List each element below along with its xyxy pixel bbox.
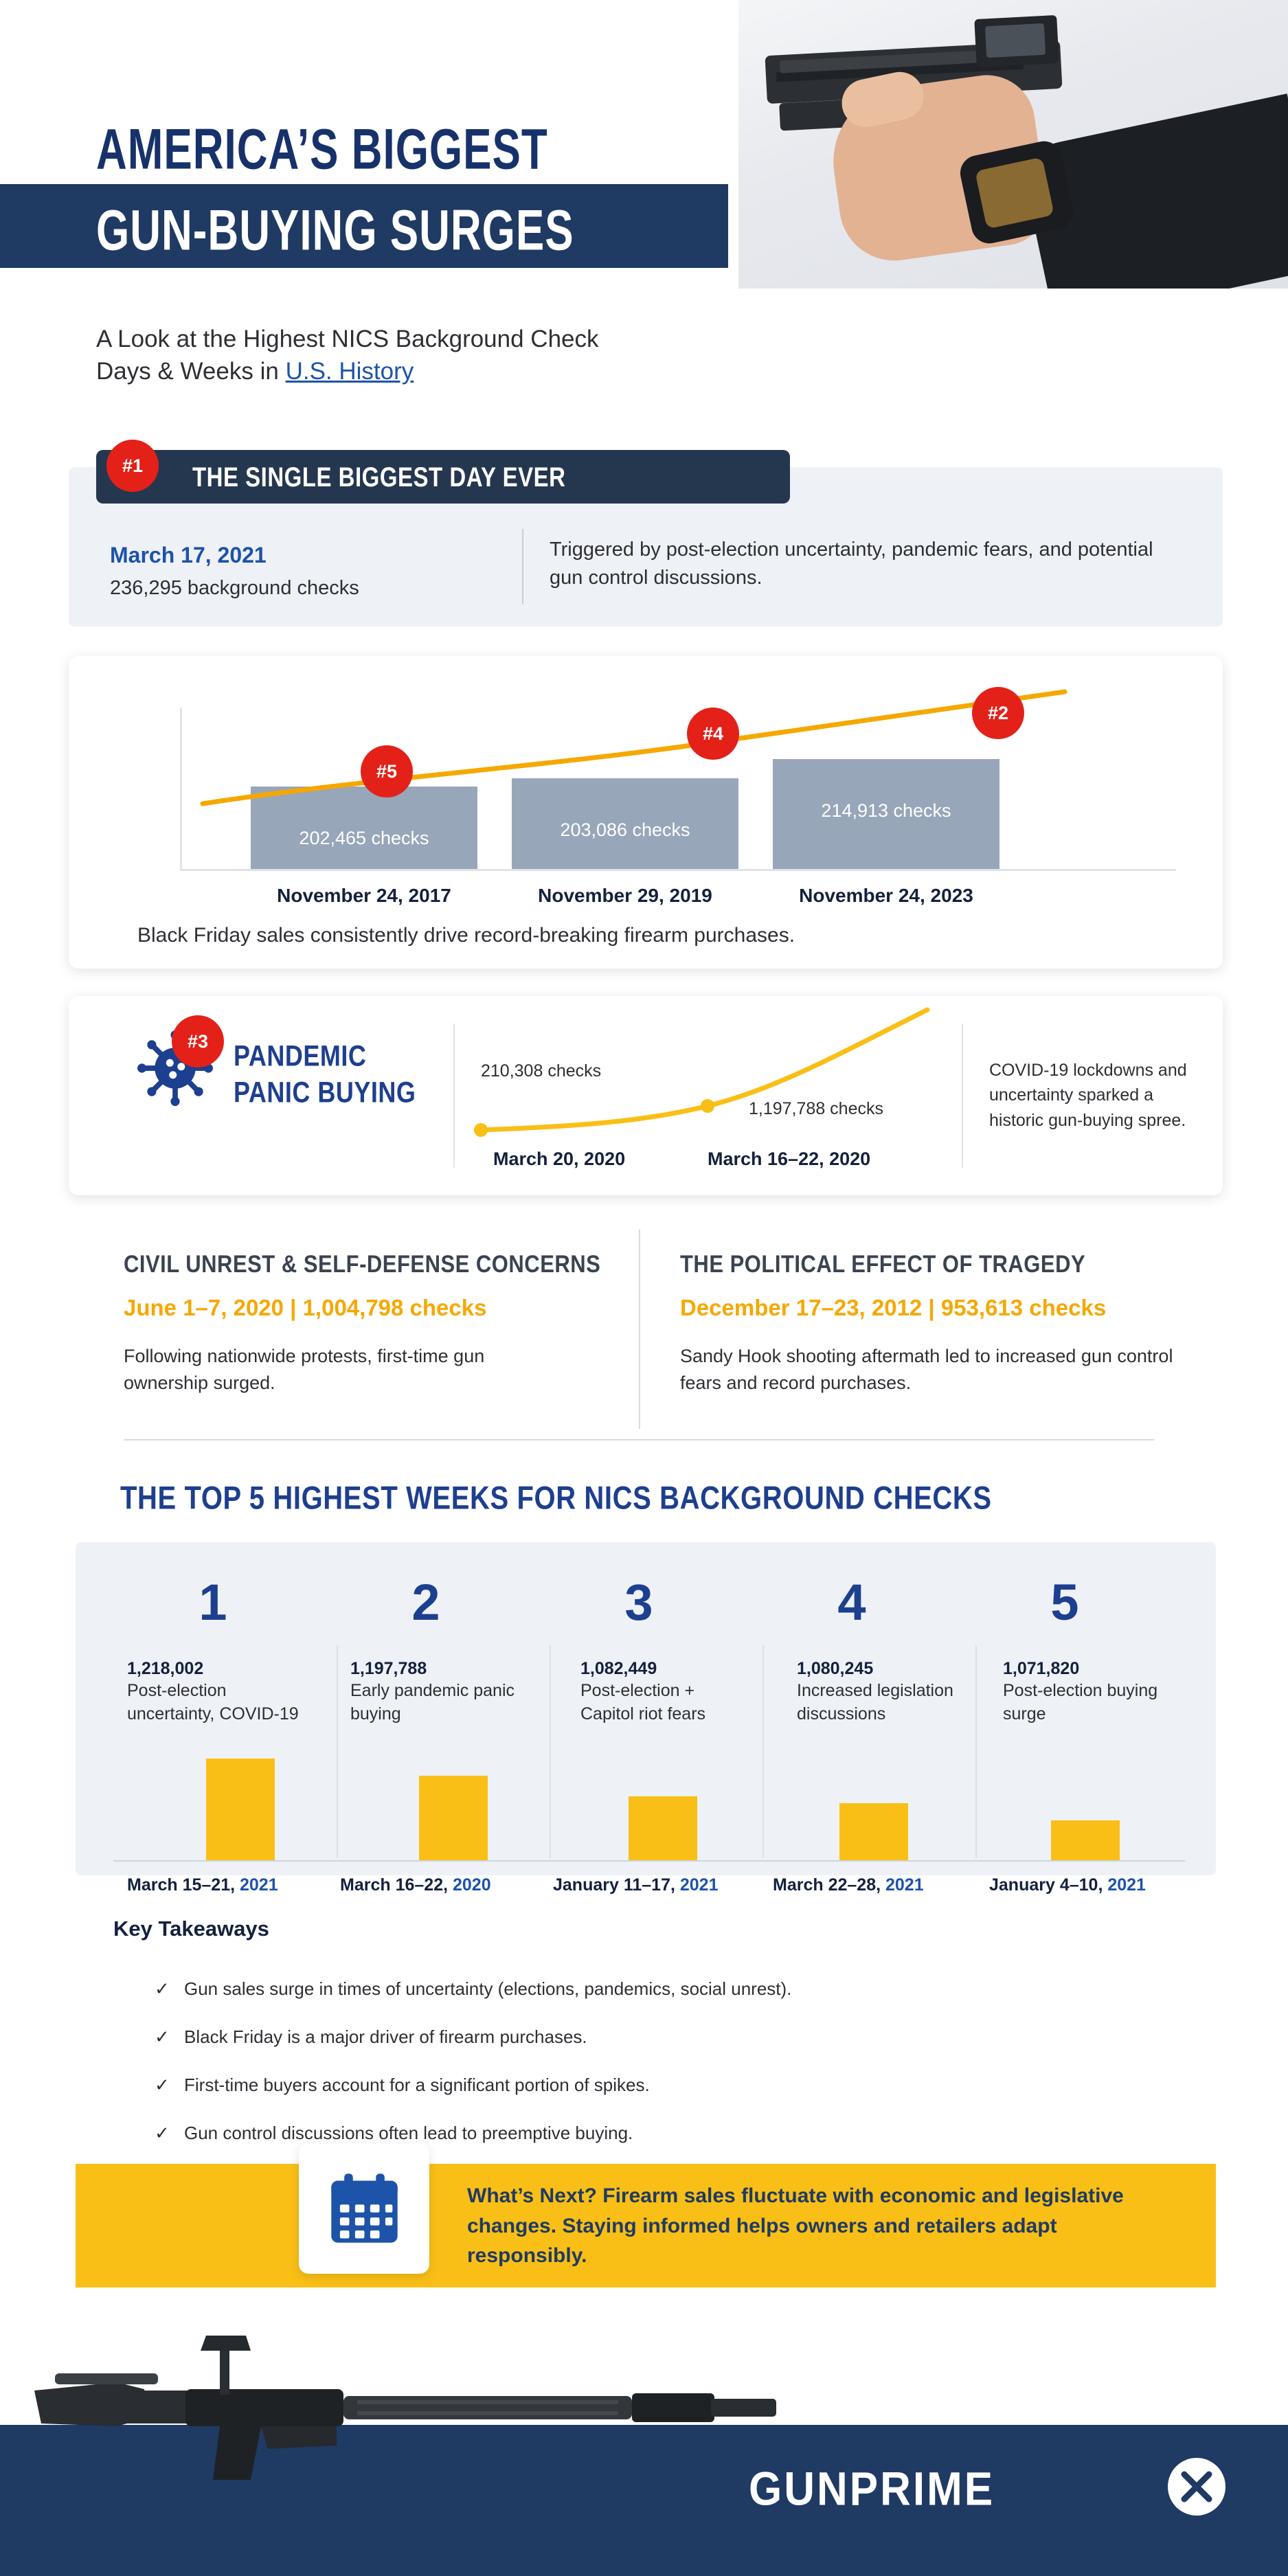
key-takeaway-item-4: Gun control discussions often lead to preemptive buying. <box>184 2123 633 2143</box>
biggest-day-checks: 236,295 background checks <box>110 577 359 599</box>
top5-col-divider-3 <box>762 1645 764 1858</box>
key-takeaways-title: Key Takeaways <box>113 1917 269 1941</box>
top5-date-5 <box>989 1875 1146 1895</box>
rifle-photo <box>14 2308 804 2535</box>
two-column-divider <box>639 1230 640 1429</box>
black-friday-bar-label-2: 214,913 checks <box>821 800 951 821</box>
top5-axis <box>113 1860 1185 1862</box>
top5-date-4 <box>773 1875 924 1895</box>
pandemic-title <box>234 1037 416 1110</box>
check-icon-2: ✓ <box>155 2026 170 2047</box>
top5-value-5: 1,071,820 <box>1003 1659 1080 1678</box>
top5-date-2 <box>340 1875 491 1895</box>
check-icon-4: ✓ <box>155 2123 170 2143</box>
check-icon-1: ✓ <box>155 1978 170 1999</box>
top5-value-2: 1,197,788 <box>350 1659 427 1678</box>
top5-bar-1 <box>206 1759 275 1860</box>
pandemic-description: COVID-19 lockdowns and uncertainty sparked a historic gun-buying spree. <box>989 1061 1187 1130</box>
top5-desc-5: Post-election buying surge <box>1003 1681 1158 1724</box>
brand-wordmark: GUNPRIME <box>749 2463 995 2516</box>
top5-bar-2 <box>419 1776 488 1860</box>
x-mark-icon <box>1177 2467 1216 2506</box>
top5-heading: THE TOP 5 HIGHEST WEEKS FOR NICS BACKGROUND CHECKS <box>120 1480 992 1516</box>
biggest-day-divider <box>522 529 523 605</box>
calendar-icon <box>328 2171 400 2246</box>
top5-desc-1: Post-election uncertainty, COVID-19 <box>127 1681 299 1724</box>
biggest-day-date: March 17, 2021 <box>110 543 267 567</box>
black-friday-xlabel-1: November 29, 2019 <box>538 885 712 906</box>
rank-badge-2: #2 <box>972 687 1024 739</box>
top5-date-4-year: 2021 <box>885 1875 924 1895</box>
biggest-day-description: Triggered by post-election uncertainty, pandemic fears, and potential gun control discussions. <box>550 539 1153 589</box>
optic-glass-shape <box>985 23 1046 58</box>
top5-date-3-year: 2021 <box>679 1875 719 1895</box>
top5-col-divider-4 <box>975 1645 977 1858</box>
top5-date-3 <box>553 1875 719 1895</box>
top5-value-1: 1,218,002 <box>127 1659 204 1678</box>
top5-desc-4: Increased legislation discussions <box>797 1681 953 1724</box>
pandemic-value-label-left: 210,308 checks <box>481 1061 602 1081</box>
page-subtitle <box>96 323 866 388</box>
black-friday-xlabel-0: November 24, 2017 <box>277 885 451 906</box>
top5-bar-5 <box>1051 1820 1120 1860</box>
section-divider-rule <box>124 1439 1154 1440</box>
key-takeaway-item-3: First-time buyers account for a significant portion of spikes. <box>184 2075 650 2095</box>
hero-section <box>0 0 1288 316</box>
pistol-photo <box>738 0 1288 289</box>
subtitle-line1: A Look at the Highest NICS Background Check <box>96 326 599 352</box>
rank-badge-1: #1 <box>106 440 159 492</box>
top5-date-5-year: 2021 <box>1107 1875 1146 1895</box>
top5-bar-4 <box>839 1803 908 1860</box>
top5-rank-3: 3 <box>624 1574 653 1631</box>
top5-date-2-year: 2020 <box>453 1875 491 1895</box>
subtitle-line2-prefix: Days & Weeks in <box>96 358 286 385</box>
top5-date-5-prefix: January 4–10, <box>989 1875 1108 1895</box>
top5-date-1-year: 2021 <box>240 1875 278 1895</box>
subtitle-link[interactable]: U.S. History <box>285 358 414 385</box>
civil-unrest-title: CIVIL UNREST & SELF-DEFENSE CONCERNS <box>124 1250 601 1278</box>
pandemic-xlabel-left: March 20, 2020 <box>493 1149 626 1169</box>
political-tragedy-stat: December 17–23, 2012 | 953,613 checks <box>680 1295 1107 1320</box>
rank-badge-3: #3 <box>172 1015 224 1067</box>
pandemic-title-line2: PANIC BUYING <box>234 1075 416 1109</box>
key-takeaway-item-1: Gun sales surge in times of uncertainty (elections, pandemics, social unrest). <box>184 1978 792 1999</box>
top5-bar-3 <box>629 1796 697 1860</box>
page-title-line2: GUN-BUYING SURGES <box>96 199 574 263</box>
key-takeaway-item-2: Black Friday is a major driver of firearm purchases. <box>184 2026 587 2047</box>
pandemic-line-chart <box>453 996 975 1175</box>
top5-rank-2: 2 <box>411 1574 440 1631</box>
top5-col-divider-2 <box>550 1645 551 1858</box>
pandemic-value-label-right: 1,197,788 checks <box>749 1099 883 1118</box>
top5-desc-3: Post-election + Capitol riot fears <box>580 1681 706 1724</box>
top5-col-divider-1 <box>337 1645 338 1858</box>
top5-rank-4: 4 <box>837 1574 866 1631</box>
top5-date-1 <box>127 1875 278 1895</box>
political-tragedy-description: Sandy Hook shooting aftermath led to increased gun control fears and record purchases. <box>680 1346 1173 1394</box>
top5-value-3: 1,082,449 <box>580 1659 657 1678</box>
top5-rank-1: 1 <box>199 1574 227 1631</box>
top5-value-4: 1,080,245 <box>797 1659 874 1678</box>
top5-date-2-prefix: March 16–22, <box>340 1875 453 1895</box>
top5-date-3-prefix: January 11–17, <box>553 1875 680 1895</box>
pandemic-xlabel-right: March 16–22, 2020 <box>708 1149 871 1169</box>
black-friday-note: Black Friday sales consistently drive record-breaking firearm purchases. <box>137 924 795 947</box>
page-title-line1: AMERICA’S BIGGEST <box>96 117 548 182</box>
civil-unrest-description: Following nationwide protests, first-time gun ownership surged. <box>124 1346 485 1394</box>
top5-date-4-prefix: March 22–28, <box>773 1875 885 1895</box>
rank-badge-5: #5 <box>361 745 413 798</box>
political-tragedy-title: THE POLITICAL EFFECT OF TRAGEDY <box>680 1250 1086 1278</box>
black-friday-bar-label-0: 202,465 checks <box>299 828 429 848</box>
top5-rank-5: 5 <box>1050 1574 1079 1631</box>
pandemic-title-line1: PANDEMIC <box>234 1039 367 1072</box>
top5-date-1-prefix: March 15–21, <box>127 1875 240 1895</box>
biggest-day-banner-label: THE SINGLE BIGGEST DAY EVER <box>192 462 566 493</box>
top5-desc-2: Early pandemic panic buying <box>350 1681 515 1724</box>
whats-next-text: What’s Next? Firearm sales fluctuate with economic and legislative changes. Staying informed helps owners and retailers adapt responsibly. <box>467 2184 1124 2267</box>
black-friday-xlabel-2: November 24, 2023 <box>799 885 973 906</box>
black-friday-y-axis <box>180 708 182 869</box>
civil-unrest-stat: June 1–7, 2020 | 1,004,798 checks <box>124 1295 487 1320</box>
black-friday-bar-label-1: 203,086 checks <box>560 820 690 840</box>
rank-badge-4: #4 <box>687 708 739 760</box>
check-icon-3: ✓ <box>155 2075 170 2095</box>
black-friday-x-axis <box>180 869 1176 871</box>
